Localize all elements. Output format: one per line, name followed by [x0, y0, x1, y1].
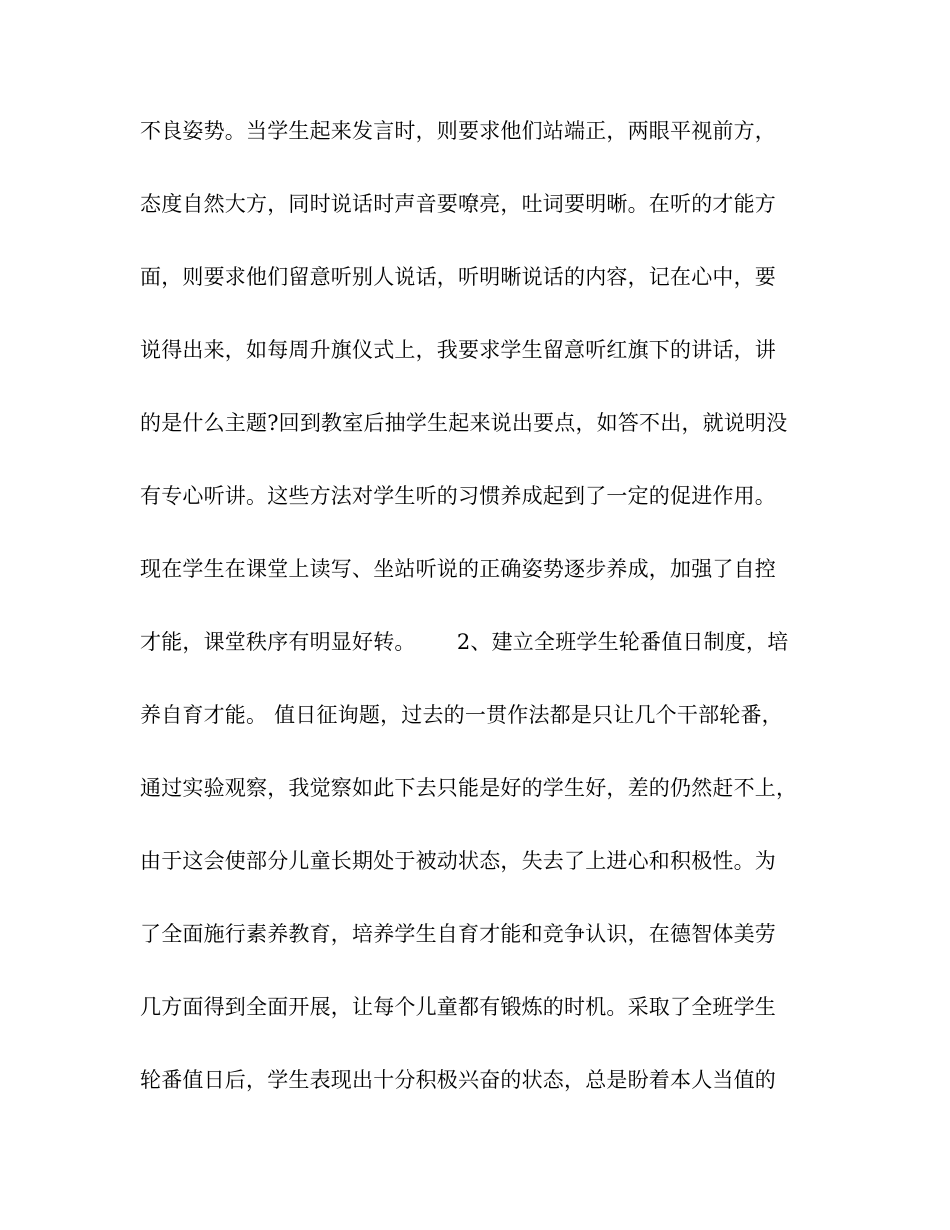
text-line: 说得出来，如每周升旗仪式上，我要求学生留意听红旗下的讲话，讲 — [140, 338, 776, 362]
text-line: 通过实验观察，我觉察如此下去只能是好的学生好，差的仍然赶不上， — [140, 776, 798, 800]
text-line: 才能，课堂秩序有明显好转。 2、建立全班学生轮番值日制度，培 — [140, 630, 789, 654]
text-line: 由于这会使部分儿童长期处于被动状态，失去了上进心和积极性。为 — [140, 849, 776, 873]
text-line: 有专心听讲。这些方法对学生听的习惯养成起到了一定的促进作用。 — [140, 484, 776, 508]
text-line: 现在学生在课堂上读写、坐站听说的正确姿势逐步养成，加强了自控 — [140, 557, 776, 581]
text-line: 几方面得到全面开展，让每个儿童都有锻炼的时机。采取了全班学生 — [140, 995, 776, 1019]
body-text — [140, 116, 820, 1138]
text-line: 不良姿势。当学生起来发言时，则要求他们站端正，两眼平视前方， — [140, 119, 776, 143]
text-line: 了全面施行素养教育，培养学生自育才能和竞争认识，在德智体美劳 — [140, 922, 776, 946]
text-line: 态度自然大方，同时说话时声音要嘹亮，吐词要明晰。在听的才能方 — [140, 192, 776, 216]
text-line: 轮番值日后，学生表现出十分积极兴奋的状态，总是盼着本人当值的 — [140, 1068, 776, 1092]
text-line: 面，则要求他们留意听别人说话，听明晰说话的内容，记在心中，要 — [140, 265, 776, 289]
text-line: 养自育才能。 值日征询题，过去的一贯作法都是只让几个干部轮番， — [140, 703, 783, 727]
text-line: 的是什么主题?回到教室后抽学生起来说出要点，如答不出，就说明没 — [140, 411, 788, 435]
